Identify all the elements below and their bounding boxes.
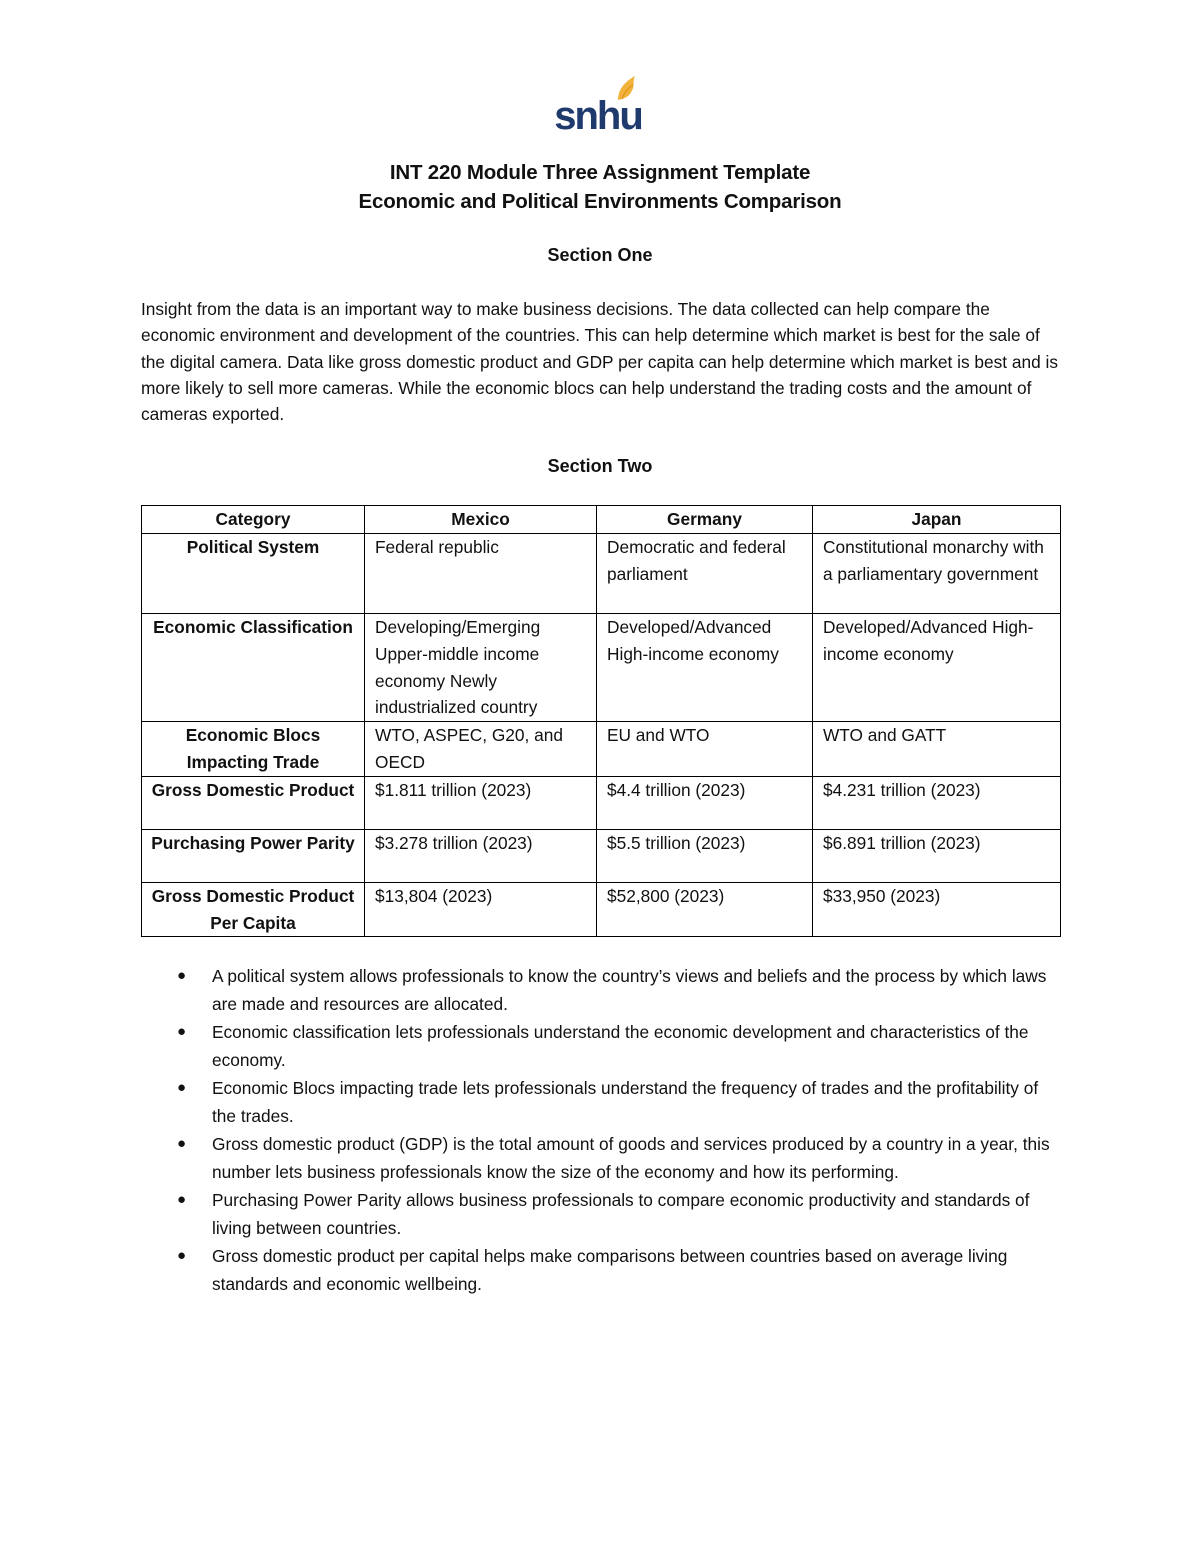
list-item-text: Economic Blocs impacting trade lets professionals understand the frequency of trades and the profitability of the trades. — [212, 1078, 1039, 1126]
list-item — [141, 1242, 1061, 1298]
cell-germany: $4.4 trillion (2023) — [597, 776, 813, 829]
list-item — [141, 1018, 1061, 1074]
bullet-icon: ● — [177, 1191, 187, 1208]
cell-japan: Developed/Advanced High-income economy — [813, 614, 1061, 722]
cell-germany: $5.5 trillion (2023) — [597, 829, 813, 882]
row-category: Purchasing Power Parity — [142, 829, 365, 882]
table-row — [142, 829, 1061, 882]
snhu-logo — [552, 72, 644, 138]
list-item — [141, 1130, 1061, 1186]
table-row — [142, 776, 1061, 829]
list-item-text: A political system allows professionals to know the country’s views and beliefs and the process by which laws are made and resources are allocated. — [212, 966, 1047, 1014]
row-category: Political System — [142, 534, 365, 614]
list-item — [141, 1074, 1061, 1130]
table-row — [142, 614, 1061, 722]
cell-mexico: Developing/Emerging Upper-middle income economy Newly industrialized country — [365, 614, 597, 722]
cell-mexico: WTO, ASPEC, G20, and OECD — [365, 722, 597, 777]
bullet-icon: ● — [177, 1079, 187, 1096]
row-category: Gross Domestic Product Per Capita — [142, 882, 365, 937]
title-line-1: INT 220 Module Three Assignment Template — [389, 161, 811, 184]
bullet-icon: ● — [177, 1135, 187, 1152]
comparison-table — [141, 505, 1061, 937]
list-item-text: Gross domestic product (GDP) is the total amount of goods and services produced by a country in a year, this number lets business professionals know the size of the economy and how its performing. — [212, 1134, 1050, 1182]
flame-leaf-icon — [552, 72, 644, 138]
cell-germany: EU and WTO — [597, 722, 813, 777]
definitions-list — [141, 962, 1061, 1298]
list-item-text: Gross domestic product per capital helps make comparisons between countries based on average living standards and economic wellbeing. — [212, 1246, 1008, 1294]
cell-germany: $52,800 (2023) — [597, 882, 813, 937]
table-row — [142, 722, 1061, 777]
title-line-2: Economic and Political Environments Comparison — [358, 190, 842, 213]
cell-japan: $4.231 trillion (2023) — [813, 776, 1061, 829]
header-germany: Germany — [597, 506, 813, 534]
table-header-row — [142, 506, 1061, 534]
document-title — [0, 158, 1200, 216]
header-mexico: Mexico — [365, 506, 597, 534]
section-two-heading: Section Two — [547, 456, 653, 476]
cell-germany: Democratic and federal parliament — [597, 534, 813, 614]
table-row — [142, 534, 1061, 614]
row-category: Economic Classification — [142, 614, 365, 722]
header-category: Category — [142, 506, 365, 534]
section-one-paragraph: Insight from the data is an important way to make business decisions. The data collected can help compare the economic environment and development of the countries. This can help determine which market is best for the sale of the digital camera. Data like gross domestic product and GDP per capita can help determine which market is best and is more likely to sell more cameras. While the economic blocs can help understand the trading costs and the amount of cameras exported. — [141, 299, 1059, 425]
row-category: Economic Blocs Impacting Trade — [142, 722, 365, 777]
bullet-icon: ● — [177, 1247, 187, 1264]
cell-mexico: $3.278 trillion (2023) — [365, 829, 597, 882]
cell-germany: Developed/Advanced High-income economy — [597, 614, 813, 722]
list-item — [141, 962, 1061, 1018]
cell-mexico: $1.811 trillion (2023) — [365, 776, 597, 829]
section-one-heading: Section One — [547, 245, 653, 265]
cell-japan: $6.891 trillion (2023) — [813, 829, 1061, 882]
list-item-text: Purchasing Power Parity allows business professionals to compare economic productivity and standards of living between countries. — [212, 1190, 1030, 1238]
cell-mexico: Federal republic — [365, 534, 597, 614]
cell-mexico: $13,804 (2023) — [365, 882, 597, 937]
logo-wordmark: snhu — [554, 94, 642, 138]
list-item-text: Economic classification lets professionals understand the economic development and characteristics of the economy. — [212, 1022, 1029, 1070]
bullet-icon: ● — [177, 1023, 187, 1040]
cell-japan: $33,950 (2023) — [813, 882, 1061, 937]
table-row — [142, 882, 1061, 937]
list-item — [141, 1186, 1061, 1242]
cell-japan: Constitutional monarchy with a parliamentary government — [813, 534, 1061, 614]
header-japan: Japan — [813, 506, 1061, 534]
cell-japan: WTO and GATT — [813, 722, 1061, 777]
row-category: Gross Domestic Product — [142, 776, 365, 829]
bullet-icon: ● — [177, 967, 187, 984]
